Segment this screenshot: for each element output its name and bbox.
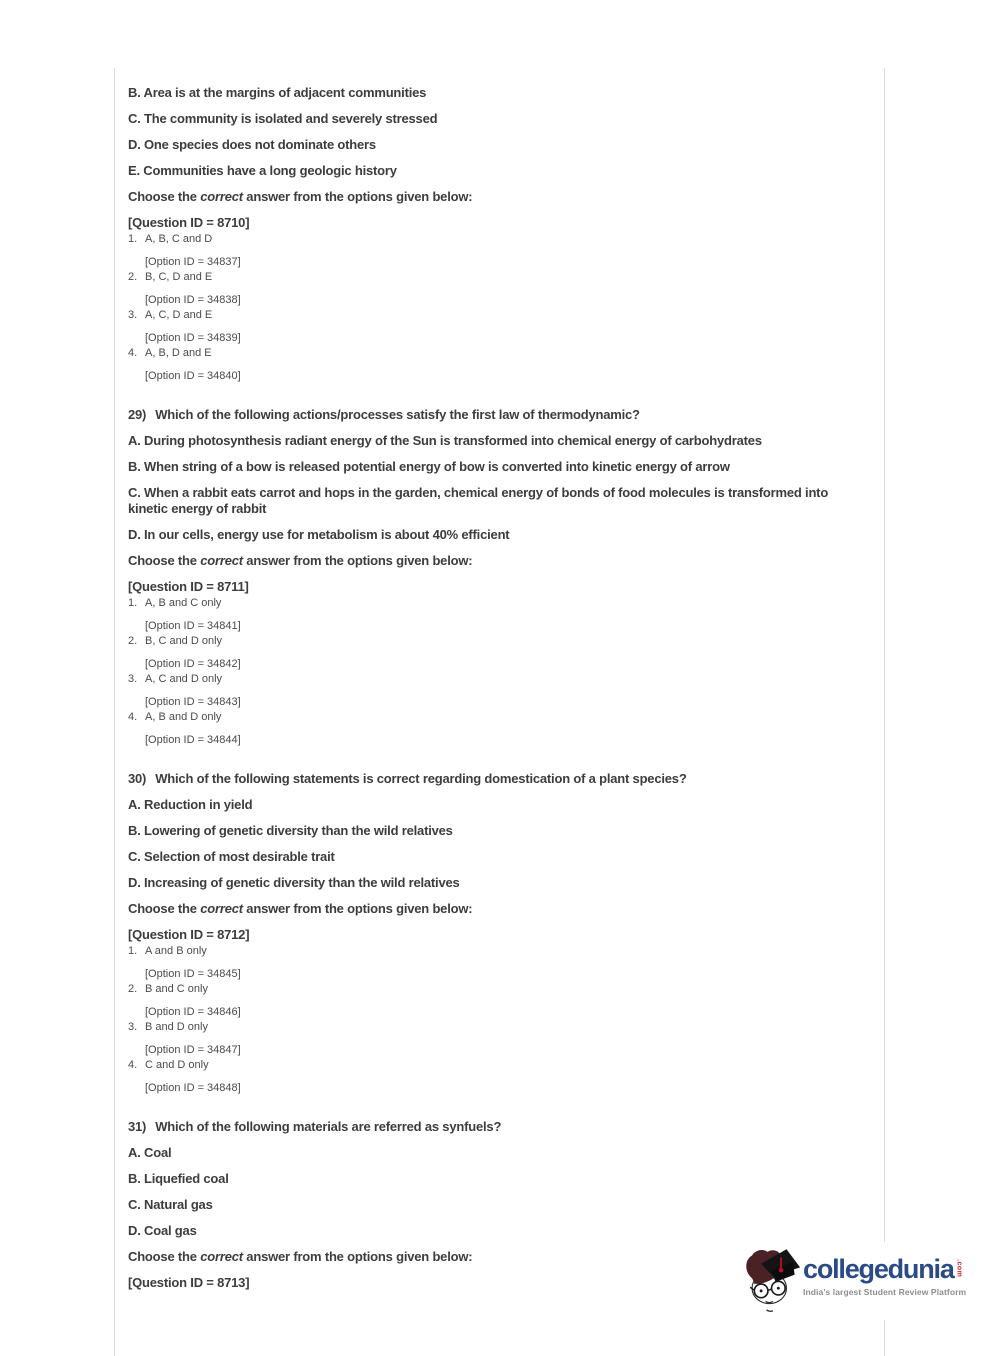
logo-brand-row — [803, 1256, 966, 1283]
choose-instruction — [128, 901, 870, 917]
question-statement: B. Area is at the margins of adjacent communities — [128, 85, 427, 100]
mascot-eye-right — [777, 1287, 780, 1290]
choose-italic-word: correct — [200, 901, 243, 916]
answer-option-number: 1. — [128, 597, 138, 609]
answer-option — [128, 983, 870, 996]
answer-option — [128, 233, 870, 246]
answer-option-label: A, B, D and E — [145, 347, 212, 359]
answer-option — [128, 309, 870, 322]
question-id: [Question ID = 8710] — [128, 215, 250, 230]
question-statement: E. Communities have a long geologic history — [128, 163, 397, 178]
answer-option-label: B, C, D and E — [145, 271, 213, 283]
question-id: [Question ID = 8712] — [128, 927, 250, 942]
question-block — [128, 771, 870, 1095]
question-statement: B. Lowering of genetic diversity than the wild relatives — [128, 823, 453, 838]
question-statement: C. Natural gas — [128, 1197, 213, 1212]
questions-container — [115, 68, 884, 1291]
question-statement: A. Coal — [128, 1145, 172, 1160]
answer-option-number: 4. — [128, 711, 138, 723]
logo-tld-text: .com — [955, 1259, 963, 1278]
option-id: [Option ID = 34842] — [145, 658, 241, 670]
answer-option-number: 3. — [128, 673, 138, 685]
logo-tagline: India's largest Student Review Platform — [803, 1287, 967, 1297]
mascot-tassel — [779, 1268, 784, 1273]
option-id: [Option ID = 34837] — [145, 256, 241, 268]
option-id: [Option ID = 34838] — [145, 294, 241, 306]
question-statement: A. Reduction in yield — [128, 797, 253, 812]
question-statement: D. Increasing of genetic diversity than the wild relatives — [128, 875, 460, 890]
choose-italic-word: correct — [200, 1249, 243, 1264]
answer-option-number: 4. — [128, 347, 138, 359]
collegedunia-mascot-icon — [743, 1244, 801, 1316]
answer-option-label: A, C and D only — [145, 673, 223, 685]
mascot-eye-left — [760, 1289, 763, 1292]
answer-option-label: A, B and D only — [145, 711, 222, 723]
question-number: 30) — [128, 771, 147, 786]
answer-option-label: B and D only — [145, 1021, 208, 1033]
logo-text-group — [803, 1256, 966, 1297]
answer-option — [128, 347, 870, 360]
answer-option-number: 2. — [128, 271, 138, 283]
choose-italic-word: correct — [200, 553, 243, 568]
question-statement: D. In our cells, energy use for metabolism is about 40% efficient — [128, 527, 510, 542]
answer-option-label: B and C only — [145, 983, 208, 995]
answer-option-number: 4. — [128, 1059, 138, 1071]
choose-prefix: Choose the — [128, 189, 201, 204]
option-id: [Option ID = 34844] — [145, 734, 241, 746]
document-page — [114, 68, 885, 1356]
answer-option-number: 3. — [128, 309, 138, 321]
option-id: [Option ID = 34848] — [145, 1082, 241, 1094]
answer-option-number: 2. — [128, 983, 138, 995]
answer-option-label: C and D only — [145, 1059, 209, 1071]
choose-suffix: answer from the options given below: — [242, 553, 473, 568]
answer-option-label: A, B, C and D — [145, 233, 213, 245]
choose-suffix: answer from the options given below: — [242, 1249, 473, 1264]
option-id: [Option ID = 34846] — [145, 1006, 241, 1018]
collegedunia-logo — [743, 1242, 975, 1320]
question-statement: B. Liquefied coal — [128, 1171, 229, 1186]
question-statement: C. The community is isolated and severely stressed — [128, 111, 438, 126]
answer-option — [128, 597, 870, 610]
answer-option-number: 1. — [128, 945, 138, 957]
choose-suffix: answer from the options given below: — [242, 189, 473, 204]
question-statement: C. When a rabbit eats carrot and hops in the garden, chemical energy of bonds of food molecules is transformed into kinetic energy of rabbit — [128, 485, 829, 516]
answer-option-label: A, C, D and E — [145, 309, 213, 321]
answer-option-number: 3. — [128, 1021, 138, 1033]
question-statement: D. One species does not dominate others — [128, 137, 376, 152]
question-statement: B. When string of a bow is released potential energy of bow is converted into kinetic energy of arrow — [128, 459, 730, 474]
question-number: 29) — [128, 407, 147, 422]
choose-italic-word: correct — [200, 189, 243, 204]
answer-options-list — [128, 597, 870, 747]
answer-option — [128, 1059, 870, 1072]
answer-option — [128, 1021, 870, 1034]
option-id: [Option ID = 34847] — [145, 1044, 241, 1056]
option-id: [Option ID = 34839] — [145, 332, 241, 344]
choose-suffix: answer from the options given below: — [242, 901, 473, 916]
choose-prefix: Choose the — [128, 553, 201, 568]
choose-instruction — [128, 553, 870, 569]
question-id: [Question ID = 8713] — [128, 1275, 250, 1290]
logo-brand-text: collegedunia — [803, 1254, 954, 1284]
question-text: Which of the following actions/processes satisfy the first law of thermodynamic? — [155, 407, 640, 422]
answer-option — [128, 711, 870, 724]
answer-option-number: 2. — [128, 635, 138, 647]
option-id: [Option ID = 34841] — [145, 620, 241, 632]
question-block — [128, 85, 870, 383]
question-statement: D. Coal gas — [128, 1223, 197, 1238]
question-text: Which of the following materials are referred as synfuels? — [155, 1119, 502, 1134]
choose-prefix: Choose the — [128, 1249, 201, 1264]
choose-prefix: Choose the — [128, 901, 201, 916]
question-title — [128, 407, 870, 423]
answer-option — [128, 635, 870, 648]
answer-options-list — [128, 945, 870, 1095]
answer-option-label: A and B only — [145, 945, 207, 957]
option-id: [Option ID = 34845] — [145, 968, 241, 980]
answer-options-list — [128, 233, 870, 383]
question-statement: C. Selection of most desirable trait — [128, 849, 335, 864]
answer-option — [128, 271, 870, 284]
question-text: Which of the following statements is correct regarding domestication of a plant species? — [155, 771, 687, 786]
choose-instruction — [128, 189, 870, 205]
option-id: [Option ID = 34840] — [145, 370, 241, 382]
option-id: [Option ID = 34843] — [145, 696, 241, 708]
question-id: [Question ID = 8711] — [128, 579, 249, 594]
question-number: 31) — [128, 1119, 147, 1134]
question-block — [128, 407, 870, 747]
mascot-chin-mark — [767, 1310, 773, 1311]
answer-option — [128, 673, 870, 686]
question-title — [128, 771, 870, 787]
answer-option-label: A, B and C only — [145, 597, 222, 609]
question-title — [128, 1119, 870, 1135]
answer-option — [128, 945, 870, 958]
question-statement: A. During photosynthesis radiant energy of the Sun is transformed into chemical energy of carbohydrates — [128, 433, 762, 448]
answer-option-label: B, C and D only — [145, 635, 223, 647]
answer-option-number: 1. — [128, 233, 138, 245]
